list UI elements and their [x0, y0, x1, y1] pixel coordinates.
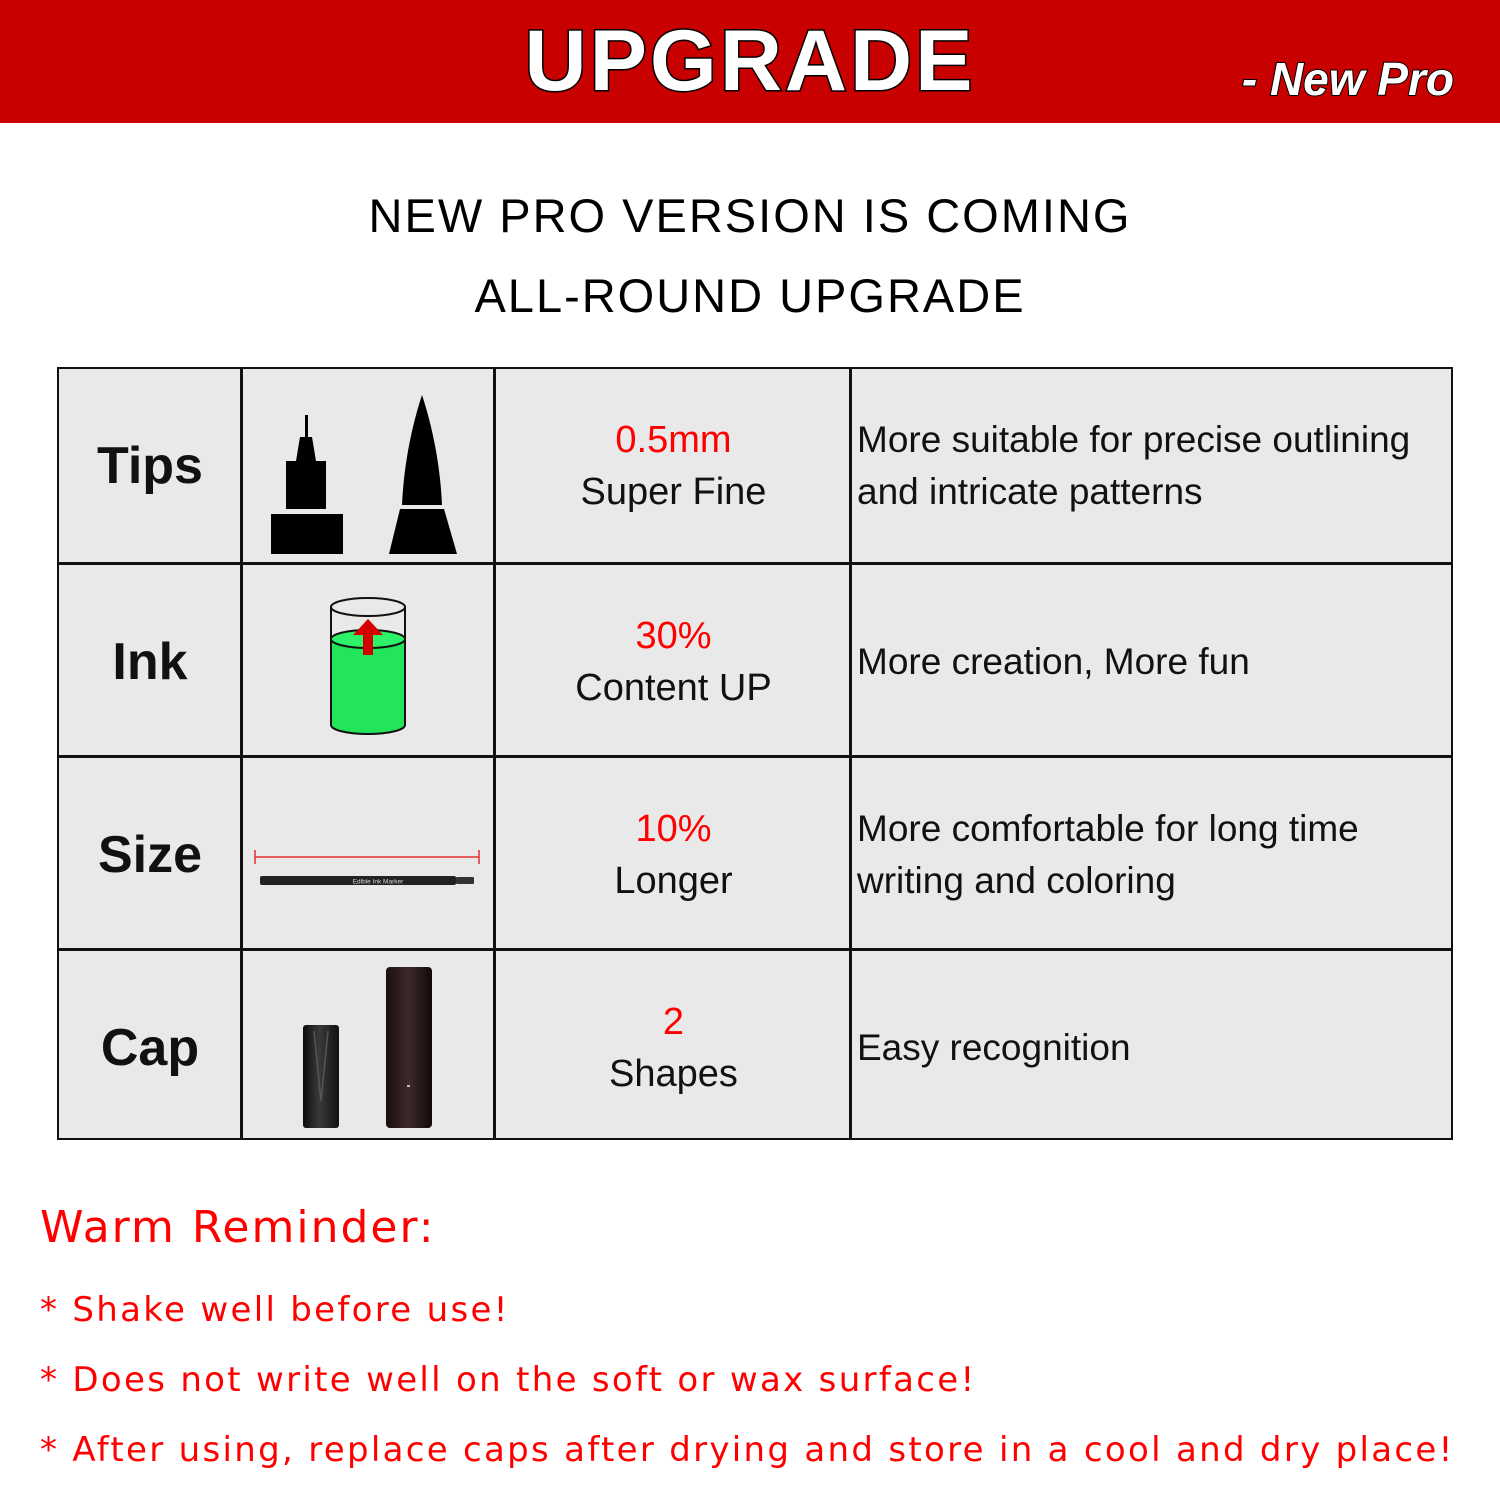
- row-name: Ink: [112, 632, 188, 691]
- row-name: Cap: [100, 1018, 200, 1077]
- upgrade-value: [497, 369, 850, 562]
- upgrade-comparison-table: [57, 367, 1453, 1140]
- row-description: More creation, More fun: [857, 640, 1250, 682]
- upgrade-value: [497, 758, 850, 951]
- row-name: Tips: [97, 436, 203, 495]
- upgrade-value: [497, 951, 850, 1144]
- column-divider: [493, 369, 496, 1138]
- reminder-item: * Does not write well on the soft or wax surface!: [40, 1360, 977, 1400]
- value-highlight: 2: [662, 1000, 685, 1043]
- banner-subtitle: - New Pro: [1241, 53, 1454, 105]
- table-row-ink: [59, 565, 1451, 758]
- row-description: More comfortable for long time writing and coloring: [857, 807, 1359, 901]
- reminder-item: * After using, replace caps after drying and store in a cool and dry place!: [40, 1430, 1455, 1470]
- upgrade-value: [497, 565, 850, 758]
- column-divider: [849, 369, 852, 1138]
- reminder-title: Warm Reminder:: [40, 1202, 436, 1253]
- row-description: More suitable for precise outlining and intricate patterns: [857, 418, 1411, 512]
- banner-title: UPGRADE: [524, 13, 976, 109]
- marker-tips-icon: [244, 369, 494, 562]
- value-label: Shapes: [609, 1052, 738, 1095]
- header-banner: [0, 0, 1500, 123]
- column-divider: [240, 369, 243, 1138]
- headline-line-1: NEW PRO VERSION IS COMING: [368, 189, 1132, 242]
- row-description: Easy recognition: [857, 1026, 1131, 1068]
- ink-cylinder-icon: [244, 565, 494, 758]
- headline-line-2: ALL-ROUND UPGRADE: [474, 269, 1026, 322]
- value-label: Super Fine: [580, 470, 767, 513]
- marker-length-icon: [244, 758, 494, 951]
- table-row-tips: [59, 369, 1451, 562]
- value-label: Content UP: [575, 666, 772, 709]
- marker-caps-icon: [244, 951, 494, 1144]
- value-label: Longer: [614, 859, 733, 902]
- reminder-item: * Shake well before use!: [40, 1290, 510, 1330]
- value-highlight: 30%: [635, 614, 712, 657]
- table-row-size: [59, 758, 1451, 951]
- row-name: Size: [97, 825, 203, 884]
- table-row-cap: [59, 951, 1451, 1144]
- svg-text:Edible Ink Marker: Edible Ink Marker: [352, 878, 404, 886]
- value-highlight: 10%: [635, 807, 712, 850]
- value-highlight: 0.5mm: [615, 418, 732, 461]
